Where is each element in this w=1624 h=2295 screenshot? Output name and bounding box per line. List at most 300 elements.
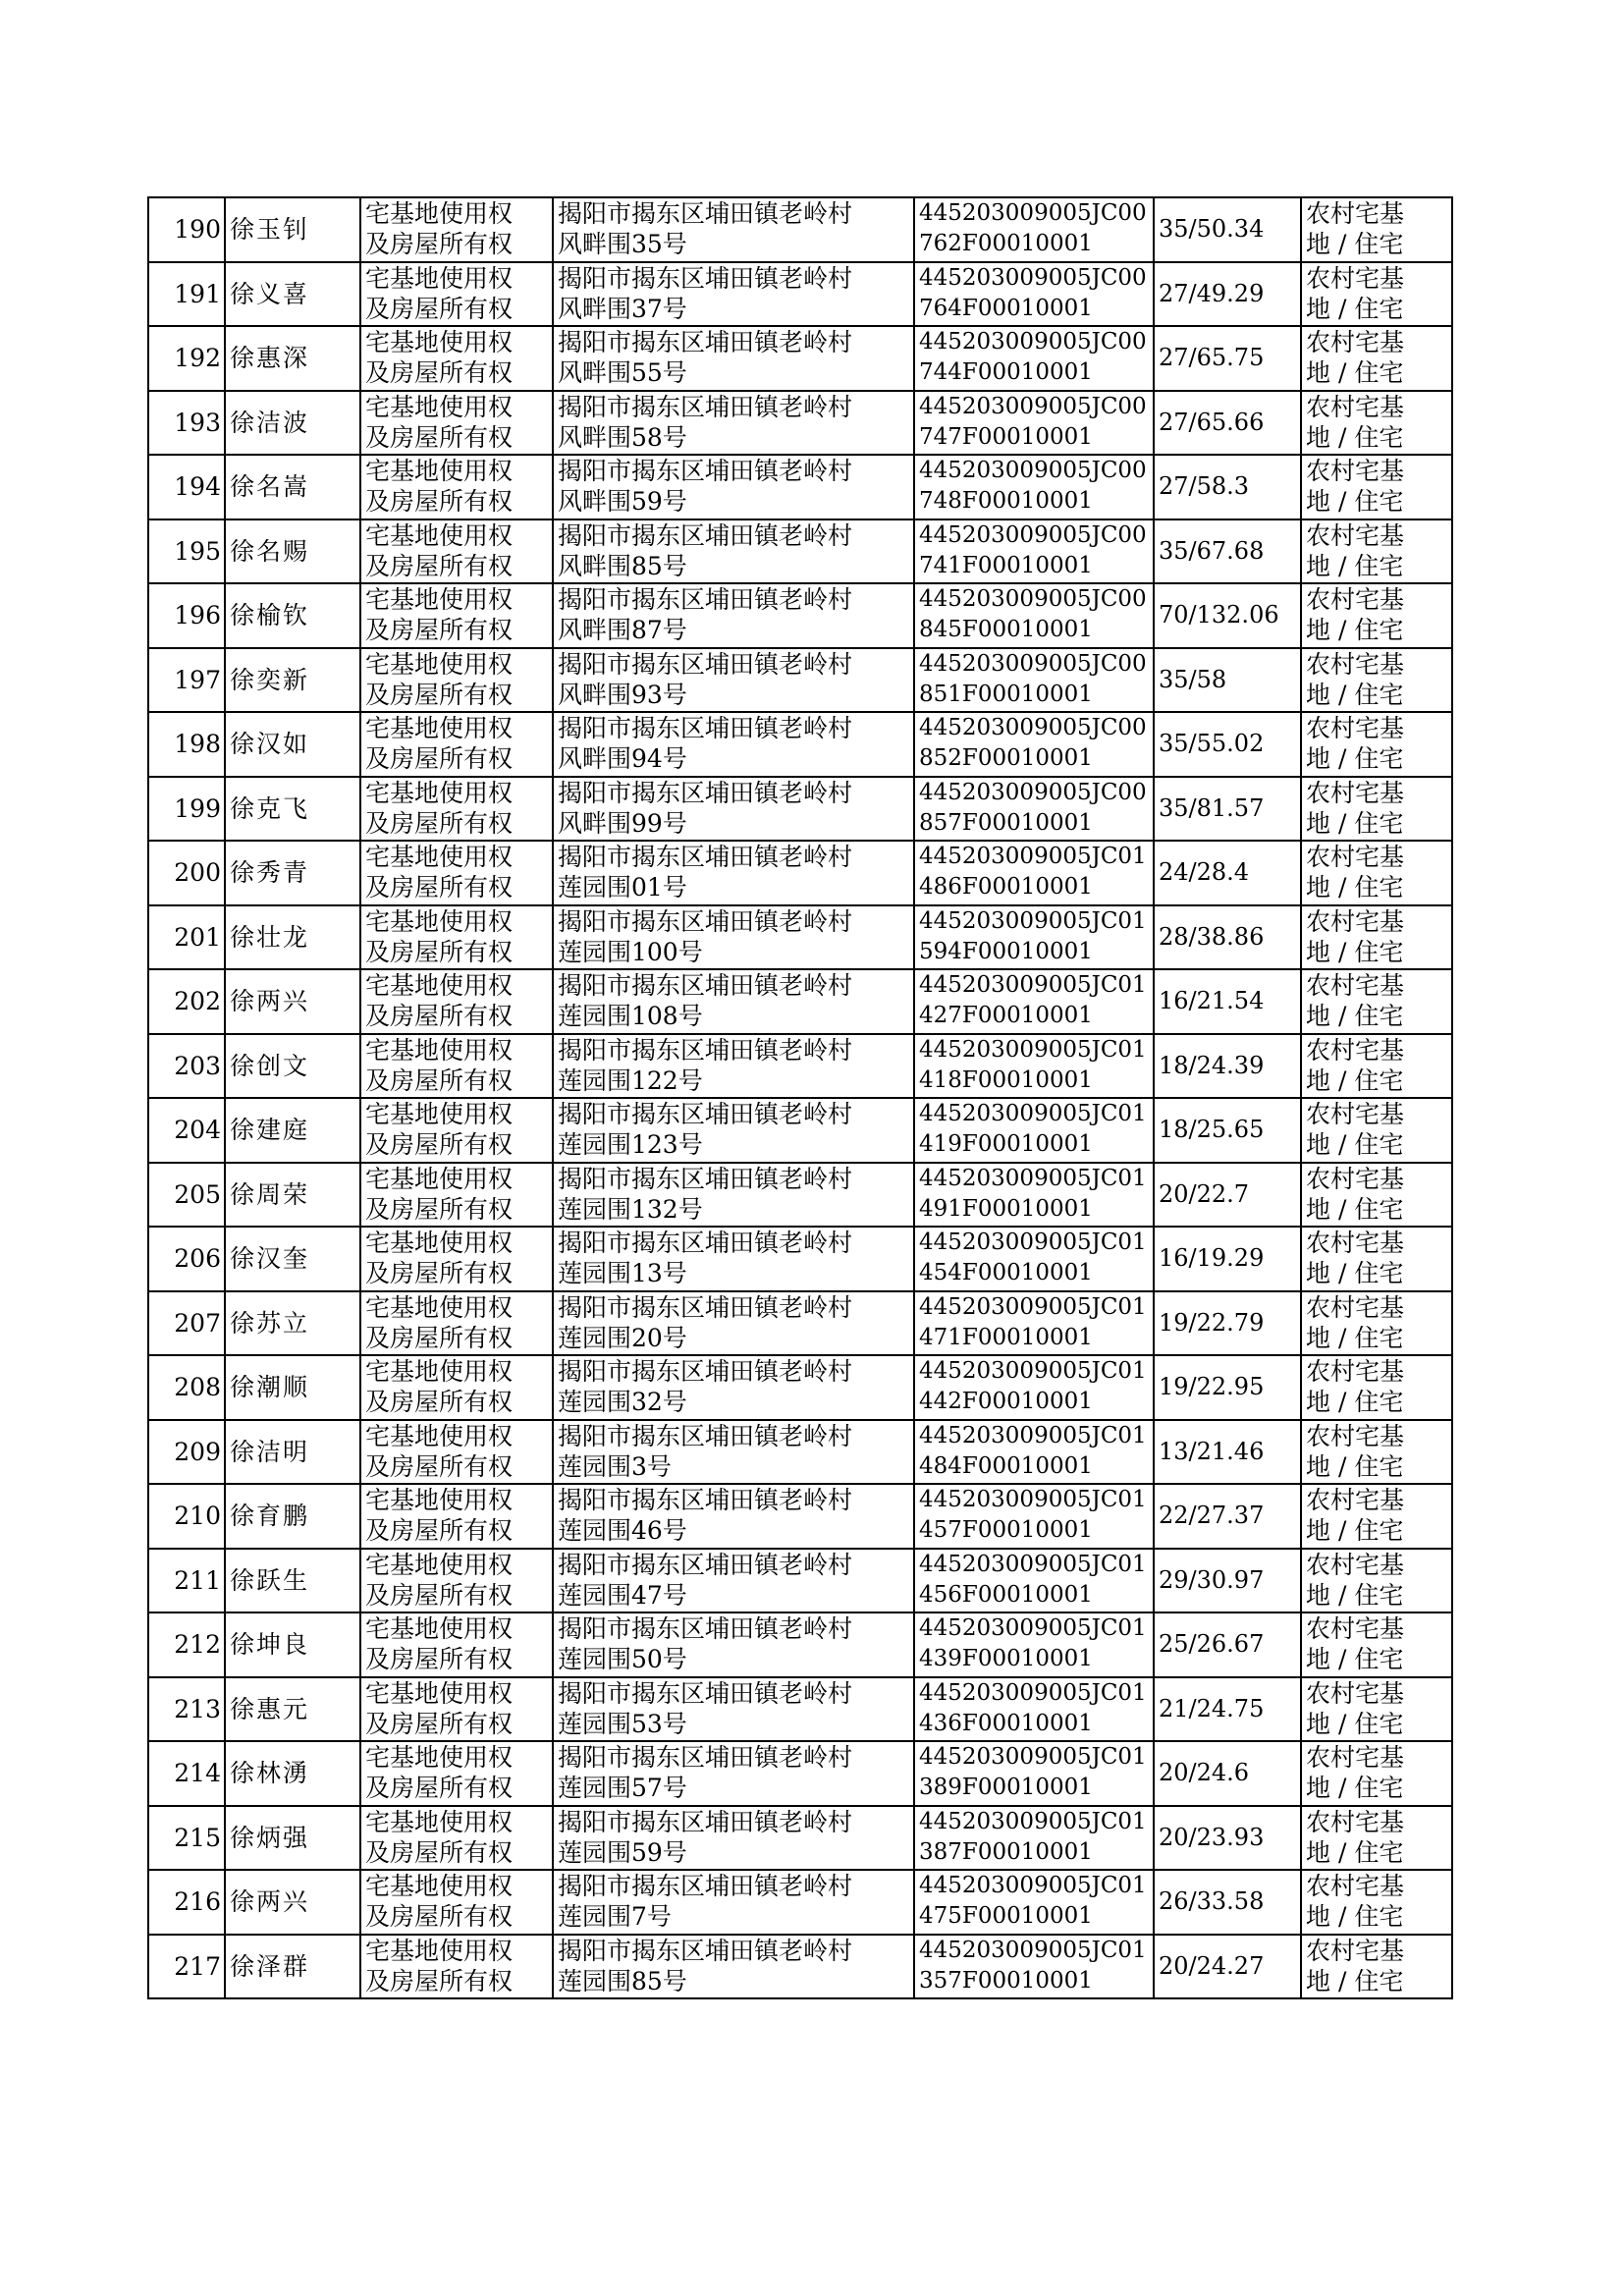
cert-number: [914, 1484, 1154, 1549]
land-use-line-2: 地 / 住宅: [1306, 1002, 1404, 1030]
cert-number-line-2: 357F00010001: [919, 1967, 1093, 1994]
land-use-line-2: 地 / 住宅: [1306, 358, 1404, 387]
location: [553, 1291, 914, 1356]
table-row: [148, 1291, 1452, 1356]
right-type: [360, 1806, 553, 1871]
land-use: [1301, 1291, 1452, 1356]
table-row: [148, 326, 1452, 391]
right-type: [360, 391, 553, 456]
cert-number: [914, 905, 1154, 970]
land-use-line-1: 农村宅基: [1306, 714, 1405, 742]
owner-name: 徐潮顺: [225, 1355, 360, 1420]
location: [553, 1806, 914, 1871]
land-use-line-1: 农村宅基: [1306, 843, 1405, 871]
land-use: [1301, 1420, 1452, 1485]
right-type: [360, 841, 553, 905]
location: [553, 1098, 914, 1163]
location-line-1: 揭阳市揭东区埔田镇老岭村: [558, 1743, 853, 1772]
cert-number-line-1: 445203009005JC01: [919, 1036, 1147, 1063]
land-use: [1301, 1870, 1452, 1935]
owner-name: 徐跃生: [225, 1549, 360, 1613]
location: [553, 583, 914, 648]
location-line-1: 揭阳市揭东区埔田镇老岭村: [558, 1486, 853, 1514]
cert-number-line-1: 445203009005JC00: [919, 586, 1147, 612]
land-use-line-2: 地 / 住宅: [1306, 1451, 1404, 1481]
location-line-1: 揭阳市揭东区埔田镇老岭村: [558, 778, 853, 807]
land-use-line-2: 地 / 住宅: [1306, 937, 1404, 966]
land-use-line-2: 地 / 住宅: [1306, 808, 1404, 838]
land-use: [1301, 1741, 1452, 1806]
location: [553, 648, 914, 713]
area-value: 27/58.3: [1154, 455, 1301, 519]
right-type-line-2: 及房屋所有权: [365, 680, 514, 709]
location-line-1: 揭阳市揭东区埔田镇老岭村: [558, 1164, 853, 1193]
land-use: [1301, 841, 1452, 905]
land-use-line-1: 农村宅基: [1306, 1614, 1405, 1643]
right-type-line-2: 及房屋所有权: [365, 1130, 514, 1159]
right-type: [360, 1355, 553, 1420]
table-row: [148, 583, 1452, 648]
area-value: 18/24.39: [1154, 1034, 1301, 1099]
row-number: 212: [148, 1612, 225, 1677]
land-use-line-1: 农村宅基: [1306, 1421, 1405, 1450]
location-line-1: 揭阳市揭东区埔田镇老岭村: [558, 585, 853, 614]
right-type-line-2: 及房屋所有权: [365, 744, 514, 773]
table-row: [148, 1420, 1452, 1485]
land-use-line-1: 农村宅基: [1306, 1872, 1405, 1900]
land-use-line-1: 农村宅基: [1306, 778, 1405, 807]
area-value: 27/65.66: [1154, 391, 1301, 456]
land-use-line-1: 农村宅基: [1306, 199, 1405, 228]
right-type-line-2: 及房屋所有权: [365, 358, 514, 387]
cert-number: [914, 1741, 1154, 1806]
cert-number: [914, 326, 1154, 391]
area-value: 26/33.58: [1154, 1870, 1301, 1935]
right-type: [360, 712, 553, 777]
cert-number-line-1: 445203009005JC01: [919, 1679, 1147, 1706]
owner-name: 徐秀青: [225, 841, 360, 905]
location-line-2: 莲园围46号: [558, 1516, 687, 1545]
location-line-2: 莲园围123号: [558, 1130, 703, 1159]
land-use: [1301, 519, 1452, 584]
location-line-2: 莲园围122号: [558, 1066, 703, 1095]
owner-name: 徐义喜: [225, 262, 360, 327]
cert-number-line-1: 445203009005JC01: [919, 972, 1147, 998]
right-type-line-1: 宅基地使用权: [365, 1807, 514, 1836]
cert-number-line-2: 442F00010001: [919, 1389, 1093, 1414]
row-number: 209: [148, 1420, 225, 1485]
land-use-line-2: 地 / 住宅: [1306, 294, 1404, 323]
right-type-line-1: 宅基地使用权: [365, 1164, 514, 1193]
land-use: [1301, 1163, 1452, 1228]
cert-number-line-2: 748F00010001: [919, 488, 1093, 514]
land-use-line-1: 农村宅基: [1306, 1743, 1405, 1772]
row-number: 205: [148, 1163, 225, 1228]
land-use-line-2: 地 / 住宅: [1306, 1966, 1404, 1995]
owner-name: 徐洁波: [225, 391, 360, 456]
row-number: 217: [148, 1935, 225, 1999]
cert-number: [914, 1355, 1154, 1420]
owner-name: 徐惠深: [225, 326, 360, 391]
cert-number-line-1: 445203009005JC01: [919, 1101, 1147, 1126]
land-use: [1301, 1612, 1452, 1677]
land-use-line-1: 农村宅基: [1306, 1035, 1405, 1065]
location-line-1: 揭阳市揭东区埔田镇老岭村: [558, 971, 853, 1000]
cert-number-line-1: 445203009005JC01: [919, 1358, 1147, 1384]
location: [553, 712, 914, 777]
cert-number-line-2: 852F00010001: [919, 745, 1093, 771]
land-use-line-2: 地 / 住宅: [1306, 1645, 1404, 1673]
cert-number-line-2: 418F00010001: [919, 1066, 1093, 1093]
location-line-2: 风畔围35号: [558, 230, 687, 258]
land-use-line-1: 农村宅基: [1306, 520, 1405, 550]
right-type-line-1: 宅基地使用权: [365, 1678, 514, 1708]
cert-number-line-1: 445203009005JC00: [919, 715, 1147, 740]
cert-number: [914, 519, 1154, 584]
right-type-line-2: 及房屋所有权: [365, 1451, 514, 1481]
area-value: 22/27.37: [1154, 1484, 1301, 1549]
cert-number: [914, 197, 1154, 262]
right-type-line-1: 宅基地使用权: [365, 328, 514, 356]
right-type-line-2: 及房屋所有权: [365, 1259, 514, 1287]
land-use-line-1: 农村宅基: [1306, 1229, 1405, 1257]
area-value: 35/81.57: [1154, 777, 1301, 842]
row-number: 194: [148, 455, 225, 519]
land-use-line-2: 地 / 住宅: [1306, 1902, 1404, 1931]
cert-number-line-1: 445203009005JC01: [919, 1487, 1147, 1512]
right-type: [360, 1034, 553, 1099]
cert-number-line-2: 741F00010001: [919, 552, 1093, 578]
table-row: [148, 1741, 1452, 1806]
cert-number-line-1: 445203009005JC00: [919, 779, 1147, 805]
land-use: [1301, 1034, 1452, 1099]
area-value: 28/38.86: [1154, 905, 1301, 970]
right-type-line-1: 宅基地使用权: [365, 778, 514, 807]
location: [553, 905, 914, 970]
cert-number-line-2: 457F00010001: [919, 1517, 1093, 1543]
location-line-2: 风畔围87号: [558, 616, 687, 644]
owner-name: 徐名赐: [225, 519, 360, 584]
land-use: [1301, 777, 1452, 842]
location-line-1: 揭阳市揭东区埔田镇老岭村: [558, 1936, 853, 1965]
cert-number: [914, 1870, 1154, 1935]
location-line-1: 揭阳市揭东区埔田镇老岭村: [558, 199, 853, 228]
land-use-line-2: 地 / 住宅: [1306, 1580, 1404, 1610]
owner-name: 徐坤良: [225, 1612, 360, 1677]
table-row: [148, 777, 1452, 842]
right-type: [360, 1420, 553, 1485]
right-type: [360, 905, 553, 970]
cert-number: [914, 1806, 1154, 1871]
area-value: 21/24.75: [1154, 1677, 1301, 1742]
location-line-2: 风畔围93号: [558, 680, 687, 709]
cert-number: [914, 1420, 1154, 1485]
owner-name: 徐汉奎: [225, 1227, 360, 1291]
cert-number: [914, 712, 1154, 777]
location-line-1: 揭阳市揭东区埔田镇老岭村: [558, 263, 853, 293]
location-line-2: 莲园围57号: [558, 1774, 687, 1802]
cert-number-line-2: 857F00010001: [919, 809, 1093, 836]
cert-number-line-2: 439F00010001: [919, 1646, 1093, 1671]
land-use: [1301, 712, 1452, 777]
cert-number-line-1: 445203009005JC00: [919, 393, 1147, 419]
land-use: [1301, 326, 1452, 391]
right-type-line-1: 宅基地使用权: [365, 1357, 514, 1386]
owner-name: 徐泽群: [225, 1935, 360, 1999]
area-value: 20/22.7: [1154, 1163, 1301, 1228]
area-value: 13/21.46: [1154, 1420, 1301, 1485]
location-line-2: 莲园围108号: [558, 1002, 703, 1030]
land-use-line-2: 地 / 住宅: [1306, 873, 1404, 902]
cert-number-line-1: 445203009005JC01: [919, 1808, 1147, 1834]
land-use: [1301, 1935, 1452, 1999]
location: [553, 1870, 914, 1935]
location-line-1: 揭阳市揭东区埔田镇老岭村: [558, 1421, 853, 1450]
area-value: 19/22.95: [1154, 1355, 1301, 1420]
owner-name: 徐建庭: [225, 1098, 360, 1163]
land-use-line-1: 农村宅基: [1306, 1807, 1405, 1836]
cert-number-line-2: 389F00010001: [919, 1775, 1093, 1800]
row-number: 198: [148, 712, 225, 777]
land-use-line-1: 农村宅基: [1306, 906, 1405, 936]
location-line-2: 莲园围20号: [558, 1323, 687, 1352]
land-use-line-1: 农村宅基: [1306, 392, 1405, 421]
owner-name: 徐壮龙: [225, 905, 360, 970]
location-line-2: 莲园围47号: [558, 1580, 687, 1610]
location-line-2: 风畔围59号: [558, 487, 687, 516]
area-value: 19/22.79: [1154, 1291, 1301, 1356]
area-value: 18/25.65: [1154, 1098, 1301, 1163]
cert-number: [914, 648, 1154, 713]
right-type: [360, 1677, 553, 1742]
row-number: 215: [148, 1806, 225, 1871]
land-use: [1301, 905, 1452, 970]
row-number: 197: [148, 648, 225, 713]
location-line-2: 风畔围55号: [558, 358, 687, 387]
right-type-line-1: 宅基地使用权: [365, 1229, 514, 1257]
location-line-2: 莲园围53号: [558, 1709, 687, 1738]
land-use-line-1: 农村宅基: [1306, 1100, 1405, 1128]
cert-number-line-1: 445203009005JC00: [919, 458, 1147, 483]
location-line-1: 揭阳市揭东区埔田镇老岭村: [558, 1872, 853, 1900]
location-line-1: 揭阳市揭东区埔田镇老岭村: [558, 1100, 853, 1128]
cert-number-line-2: 762F00010001: [919, 231, 1093, 256]
location-line-1: 揭阳市揭东区埔田镇老岭村: [558, 1357, 853, 1386]
land-use-line-1: 农村宅基: [1306, 1936, 1405, 1965]
table-row: [148, 519, 1452, 584]
location-line-2: 风畔围58号: [558, 422, 687, 452]
right-type-line-2: 及房屋所有权: [365, 294, 514, 323]
table-row: [148, 391, 1452, 456]
location-line-2: 莲园围01号: [558, 873, 687, 902]
row-number: 190: [148, 197, 225, 262]
area-value: 16/19.29: [1154, 1227, 1301, 1291]
land-use: [1301, 1677, 1452, 1742]
registry-table: [147, 196, 1453, 1999]
right-type-line-1: 宅基地使用权: [365, 1035, 514, 1065]
right-type-line-1: 宅基地使用权: [365, 1936, 514, 1965]
location-line-1: 揭阳市揭东区埔田镇老岭村: [558, 1035, 853, 1065]
cert-number-line-1: 445203009005JC01: [919, 1744, 1147, 1770]
row-number: 195: [148, 519, 225, 584]
location-line-1: 揭阳市揭东区埔田镇老岭村: [558, 1229, 853, 1257]
right-type: [360, 519, 553, 584]
cert-number-line-2: 456F00010001: [919, 1581, 1093, 1608]
cert-number: [914, 1227, 1154, 1291]
cert-number-line-1: 445203009005JC00: [919, 650, 1147, 677]
right-type: [360, 197, 553, 262]
location-line-2: 莲园围132号: [558, 1194, 703, 1224]
area-value: 20/24.27: [1154, 1935, 1301, 1999]
owner-name: 徐榆钦: [225, 583, 360, 648]
cert-number-line-1: 445203009005JC01: [919, 1422, 1147, 1448]
area-value: 16/21.54: [1154, 969, 1301, 1034]
right-type-line-1: 宅基地使用权: [365, 1292, 514, 1322]
cert-number: [914, 1935, 1154, 1999]
cert-number-line-2: 484F00010001: [919, 1452, 1093, 1479]
land-use: [1301, 262, 1452, 327]
land-use-line-2: 地 / 住宅: [1306, 1259, 1404, 1287]
owner-name: 徐苏立: [225, 1291, 360, 1356]
cert-number-line-2: 747F00010001: [919, 423, 1093, 450]
right-type: [360, 262, 553, 327]
location-line-1: 揭阳市揭东区埔田镇老岭村: [558, 328, 853, 356]
location: [553, 1163, 914, 1228]
right-type-line-2: 及房屋所有权: [365, 616, 514, 644]
cert-number-line-2: 471F00010001: [919, 1324, 1093, 1350]
row-number: 203: [148, 1034, 225, 1099]
right-type-line-2: 及房屋所有权: [365, 1837, 514, 1867]
land-use-line-2: 地 / 住宅: [1306, 1709, 1404, 1738]
location: [553, 455, 914, 519]
row-number: 200: [148, 841, 225, 905]
location-line-2: 风畔围37号: [558, 294, 687, 323]
land-use-line-1: 农村宅基: [1306, 971, 1405, 1000]
row-number: 196: [148, 583, 225, 648]
land-use-line-1: 农村宅基: [1306, 457, 1405, 485]
right-type-line-2: 及房屋所有权: [365, 487, 514, 516]
right-type: [360, 777, 553, 842]
location-line-2: 莲园围59号: [558, 1837, 687, 1867]
right-type: [360, 1612, 553, 1677]
cert-number-line-2: 387F00010001: [919, 1838, 1093, 1865]
owner-name: 徐汉如: [225, 712, 360, 777]
row-number: 192: [148, 326, 225, 391]
location: [553, 1935, 914, 1999]
cert-number-line-1: 445203009005JC00: [919, 264, 1147, 291]
location-line-2: 莲园围50号: [558, 1645, 687, 1673]
cert-number: [914, 262, 1154, 327]
row-number: 208: [148, 1355, 225, 1420]
table-row: [148, 1935, 1452, 1999]
table-row: [148, 455, 1452, 519]
right-type-line-2: 及房屋所有权: [365, 230, 514, 258]
row-number: 214: [148, 1741, 225, 1806]
cert-number: [914, 1291, 1154, 1356]
owner-name: 徐名嵩: [225, 455, 360, 519]
cert-number: [914, 1612, 1154, 1677]
right-type: [360, 583, 553, 648]
location: [553, 1355, 914, 1420]
row-number: 207: [148, 1291, 225, 1356]
table-row: [148, 1227, 1452, 1291]
cert-number-line-2: 427F00010001: [919, 1003, 1093, 1028]
location: [553, 969, 914, 1034]
land-use: [1301, 455, 1452, 519]
land-use: [1301, 1227, 1452, 1291]
land-use-line-1: 农村宅基: [1306, 1357, 1405, 1386]
right-type-line-2: 及房屋所有权: [365, 1323, 514, 1352]
area-value: 27/65.75: [1154, 326, 1301, 391]
area-value: 35/58: [1154, 648, 1301, 713]
cert-number-line-1: 445203009005JC01: [919, 1165, 1147, 1191]
land-use: [1301, 391, 1452, 456]
owner-name: 徐炳强: [225, 1806, 360, 1871]
owner-name: 徐育鹏: [225, 1484, 360, 1549]
right-type: [360, 1741, 553, 1806]
owner-name: 徐玉钊: [225, 197, 360, 262]
right-type-line-1: 宅基地使用权: [365, 520, 514, 550]
table-row: [148, 197, 1452, 262]
cert-number: [914, 1098, 1154, 1163]
land-use-line-1: 农村宅基: [1306, 1678, 1405, 1708]
location-line-1: 揭阳市揭东区埔田镇老岭村: [558, 843, 853, 871]
land-use: [1301, 1549, 1452, 1613]
right-type-line-1: 宅基地使用权: [365, 1872, 514, 1900]
cert-number: [914, 1549, 1154, 1613]
cert-number-line-2: 845F00010001: [919, 617, 1093, 642]
owner-name: 徐奕新: [225, 648, 360, 713]
land-use-line-1: 农村宅基: [1306, 585, 1405, 614]
table-row: [148, 1034, 1452, 1099]
land-use: [1301, 1098, 1452, 1163]
row-number: 199: [148, 777, 225, 842]
owner-name: 徐两兴: [225, 1870, 360, 1935]
cert-number: [914, 583, 1154, 648]
location-line-1: 揭阳市揭东区埔田镇老岭村: [558, 906, 853, 936]
cert-number: [914, 1163, 1154, 1228]
location: [553, 1677, 914, 1742]
cert-number-line-1: 445203009005JC01: [919, 1551, 1147, 1577]
cert-number-line-2: 851F00010001: [919, 681, 1093, 707]
right-type-line-1: 宅基地使用权: [365, 1100, 514, 1128]
right-type-line-2: 及房屋所有权: [365, 1388, 514, 1416]
cert-number-line-1: 445203009005JC00: [919, 521, 1147, 548]
right-type: [360, 1098, 553, 1163]
right-type-line-1: 宅基地使用权: [365, 263, 514, 293]
location-line-1: 揭阳市揭东区埔田镇老岭村: [558, 1550, 853, 1579]
right-type: [360, 648, 553, 713]
table-row: [148, 1549, 1452, 1613]
right-type: [360, 1291, 553, 1356]
land-use-line-1: 农村宅基: [1306, 1550, 1405, 1579]
location-line-2: 莲园围32号: [558, 1388, 687, 1416]
row-number: 201: [148, 905, 225, 970]
area-value: 70/132.06: [1154, 583, 1301, 648]
land-use-line-2: 地 / 住宅: [1306, 422, 1404, 452]
land-use-line-2: 地 / 住宅: [1306, 1837, 1404, 1867]
cert-number: [914, 1677, 1154, 1742]
location-line-1: 揭阳市揭东区埔田镇老岭村: [558, 457, 853, 485]
land-use: [1301, 197, 1452, 262]
table-row: [148, 1677, 1452, 1742]
location-line-1: 揭阳市揭东区埔田镇老岭村: [558, 1292, 853, 1322]
land-use: [1301, 969, 1452, 1034]
cert-number: [914, 1034, 1154, 1099]
right-type-line-2: 及房屋所有权: [365, 1902, 514, 1931]
area-value: 35/55.02: [1154, 712, 1301, 777]
cert-number-line-2: 419F00010001: [919, 1131, 1093, 1157]
